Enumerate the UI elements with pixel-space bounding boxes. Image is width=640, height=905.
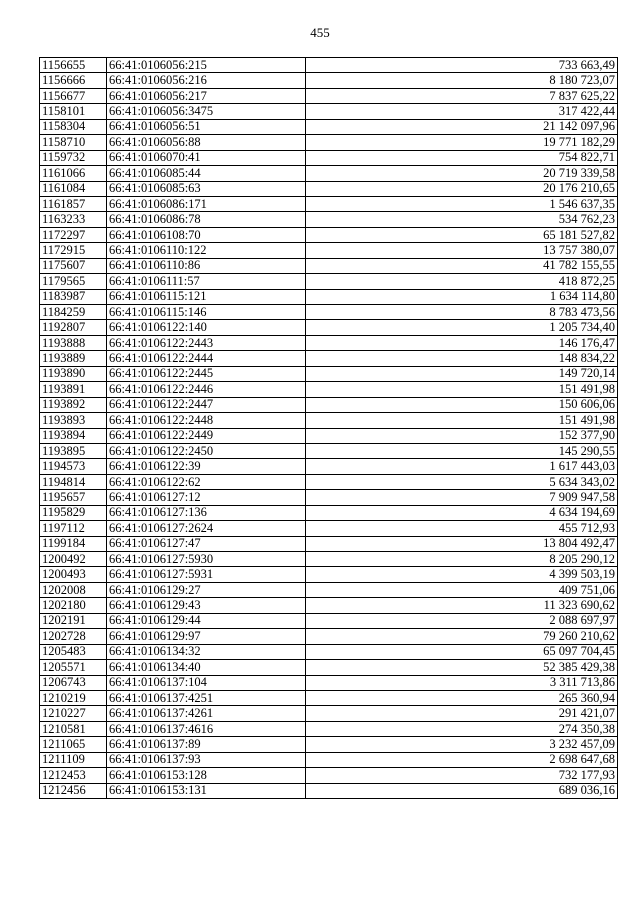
value-cell: 41 782 155,55 bbox=[306, 258, 618, 273]
value-cell: 1 205 734,40 bbox=[306, 320, 618, 335]
table-row bbox=[40, 320, 618, 335]
value-cell: 79 260 210,62 bbox=[306, 629, 618, 644]
value-cell: 151 491,98 bbox=[306, 382, 618, 397]
cadastral-number-cell: 66:41:0106122:2447 bbox=[107, 397, 306, 412]
row-id-cell: 1194573 bbox=[40, 459, 107, 474]
table-row bbox=[40, 536, 618, 551]
table-row bbox=[40, 459, 618, 474]
row-id-cell: 1179565 bbox=[40, 274, 107, 289]
page-number: 455 bbox=[310, 25, 330, 40]
row-id-cell: 1172915 bbox=[40, 243, 107, 258]
cadastral-number-cell: 66:41:0106115:146 bbox=[107, 305, 306, 320]
row-id-cell: 1210581 bbox=[40, 721, 107, 736]
row-id-cell: 1212456 bbox=[40, 783, 107, 798]
table-row bbox=[40, 305, 618, 320]
row-id-cell: 1206743 bbox=[40, 675, 107, 690]
table-row bbox=[40, 413, 618, 428]
row-id-cell: 1212453 bbox=[40, 768, 107, 783]
value-cell: 534 762,23 bbox=[306, 212, 618, 227]
cadastral-number-cell: 66:41:0106085:44 bbox=[107, 166, 306, 181]
table-row bbox=[40, 443, 618, 458]
value-cell: 65 181 527,82 bbox=[306, 227, 618, 242]
value-cell: 7 837 625,22 bbox=[306, 88, 618, 103]
row-id-cell: 1193893 bbox=[40, 413, 107, 428]
row-id-cell: 1193890 bbox=[40, 366, 107, 381]
value-cell: 148 834,22 bbox=[306, 351, 618, 366]
value-cell: 52 385 429,38 bbox=[306, 660, 618, 675]
value-cell: 19 771 182,29 bbox=[306, 135, 618, 150]
value-cell: 11 323 690,62 bbox=[306, 598, 618, 613]
table-row bbox=[40, 397, 618, 412]
table-row bbox=[40, 366, 618, 381]
cadastral-number-cell: 66:41:0106108:70 bbox=[107, 227, 306, 242]
cadastral-number-cell: 66:41:0106129:97 bbox=[107, 629, 306, 644]
row-id-cell: 1195657 bbox=[40, 490, 107, 505]
cadastral-number-cell: 66:41:0106137:4616 bbox=[107, 721, 306, 736]
table-row bbox=[40, 737, 618, 752]
row-id-cell: 1156677 bbox=[40, 88, 107, 103]
value-cell: 418 872,25 bbox=[306, 274, 618, 289]
value-cell: 20 176 210,65 bbox=[306, 181, 618, 196]
data-table bbox=[39, 57, 618, 799]
value-cell: 1 546 637,35 bbox=[306, 196, 618, 211]
value-cell: 265 360,94 bbox=[306, 690, 618, 705]
value-cell: 20 719 339,58 bbox=[306, 166, 618, 181]
cadastral-number-cell: 66:41:0106127:136 bbox=[107, 505, 306, 520]
cadastral-number-cell: 66:41:0106122:2449 bbox=[107, 428, 306, 443]
cadastral-number-cell: 66:41:0106122:2443 bbox=[107, 335, 306, 350]
table-row bbox=[40, 212, 618, 227]
row-id-cell: 1205571 bbox=[40, 660, 107, 675]
row-id-cell: 1161084 bbox=[40, 181, 107, 196]
value-cell: 291 421,07 bbox=[306, 706, 618, 721]
cadastral-number-cell: 66:41:0106110:122 bbox=[107, 243, 306, 258]
table-row bbox=[40, 104, 618, 119]
table-row bbox=[40, 73, 618, 88]
row-id-cell: 1161066 bbox=[40, 166, 107, 181]
table-row bbox=[40, 428, 618, 443]
cadastral-number-cell: 66:41:0106122:2444 bbox=[107, 351, 306, 366]
table-row bbox=[40, 289, 618, 304]
table-row bbox=[40, 660, 618, 675]
value-cell: 8 180 723,07 bbox=[306, 73, 618, 88]
cadastral-number-cell: 66:41:0106056:51 bbox=[107, 119, 306, 134]
cadastral-number-cell: 66:41:0106122:2450 bbox=[107, 443, 306, 458]
cadastral-number-cell: 66:41:0106122:140 bbox=[107, 320, 306, 335]
row-id-cell: 1192807 bbox=[40, 320, 107, 335]
row-id-cell: 1202728 bbox=[40, 629, 107, 644]
table-row bbox=[40, 706, 618, 721]
cadastral-number-cell: 66:41:0106127:5931 bbox=[107, 567, 306, 582]
table-row bbox=[40, 258, 618, 273]
cadastral-number-cell: 66:41:0106127:5930 bbox=[107, 552, 306, 567]
value-cell: 65 097 704,45 bbox=[306, 644, 618, 659]
row-id-cell: 1172297 bbox=[40, 227, 107, 242]
row-id-cell: 1211109 bbox=[40, 752, 107, 767]
value-cell: 1 634 114,80 bbox=[306, 289, 618, 304]
table-row bbox=[40, 582, 618, 597]
cadastral-number-cell: 66:41:0106056:216 bbox=[107, 73, 306, 88]
cadastral-number-cell: 66:41:0106129:27 bbox=[107, 582, 306, 597]
value-cell: 149 720,14 bbox=[306, 366, 618, 381]
table-row bbox=[40, 644, 618, 659]
table-row bbox=[40, 227, 618, 242]
value-cell: 2 698 647,68 bbox=[306, 752, 618, 767]
table-row bbox=[40, 166, 618, 181]
table-row bbox=[40, 613, 618, 628]
table-row bbox=[40, 335, 618, 350]
cadastral-number-cell: 66:41:0106070:41 bbox=[107, 150, 306, 165]
table-row bbox=[40, 505, 618, 520]
row-id-cell: 1159732 bbox=[40, 150, 107, 165]
cadastral-number-cell: 66:41:0106122:2448 bbox=[107, 413, 306, 428]
table-row bbox=[40, 474, 618, 489]
cadastral-number-cell: 66:41:0106111:57 bbox=[107, 274, 306, 289]
cadastral-number-cell: 66:41:0106137:93 bbox=[107, 752, 306, 767]
cadastral-number-cell: 66:41:0106122:62 bbox=[107, 474, 306, 489]
value-cell: 4 399 503,19 bbox=[306, 567, 618, 582]
row-id-cell: 1197112 bbox=[40, 521, 107, 536]
cadastral-number-cell: 66:41:0106137:4261 bbox=[107, 706, 306, 721]
row-id-cell: 1156655 bbox=[40, 58, 107, 73]
table-row bbox=[40, 567, 618, 582]
cadastral-number-cell: 66:41:0106129:44 bbox=[107, 613, 306, 628]
cadastral-number-cell: 66:41:0106153:128 bbox=[107, 768, 306, 783]
value-cell: 2 088 697,97 bbox=[306, 613, 618, 628]
cadastral-number-cell: 66:41:0106056:3475 bbox=[107, 104, 306, 119]
row-id-cell: 1211065 bbox=[40, 737, 107, 752]
value-cell: 7 909 947,58 bbox=[306, 490, 618, 505]
table-row bbox=[40, 721, 618, 736]
table-row bbox=[40, 521, 618, 536]
cadastral-number-cell: 66:41:0106134:32 bbox=[107, 644, 306, 659]
table-row bbox=[40, 351, 618, 366]
table-row bbox=[40, 243, 618, 258]
value-cell: 3 232 457,09 bbox=[306, 737, 618, 752]
row-id-cell: 1158101 bbox=[40, 104, 107, 119]
cadastral-number-cell: 66:41:0106122:2445 bbox=[107, 366, 306, 381]
row-id-cell: 1163233 bbox=[40, 212, 107, 227]
row-id-cell: 1184259 bbox=[40, 305, 107, 320]
value-cell: 146 176,47 bbox=[306, 335, 618, 350]
row-id-cell: 1210219 bbox=[40, 690, 107, 705]
value-cell: 13 757 380,07 bbox=[306, 243, 618, 258]
row-id-cell: 1199184 bbox=[40, 536, 107, 551]
row-id-cell: 1200492 bbox=[40, 552, 107, 567]
cadastral-number-cell: 66:41:0106137:104 bbox=[107, 675, 306, 690]
cadastral-number-cell: 66:41:0106122:39 bbox=[107, 459, 306, 474]
table-row bbox=[40, 752, 618, 767]
cadastral-number-cell: 66:41:0106056:215 bbox=[107, 58, 306, 73]
table-row bbox=[40, 382, 618, 397]
cadastral-number-cell: 66:41:0106086:78 bbox=[107, 212, 306, 227]
cadastral-number-cell: 66:41:0106110:86 bbox=[107, 258, 306, 273]
cadastral-number-cell: 66:41:0106056:217 bbox=[107, 88, 306, 103]
cadastral-number-cell: 66:41:0106137:4251 bbox=[107, 690, 306, 705]
cadastral-number-cell: 66:41:0106085:63 bbox=[107, 181, 306, 196]
value-cell: 409 751,06 bbox=[306, 582, 618, 597]
row-id-cell: 1210227 bbox=[40, 706, 107, 721]
cadastral-number-cell: 66:41:0106115:121 bbox=[107, 289, 306, 304]
table-row bbox=[40, 690, 618, 705]
value-cell: 150 606,06 bbox=[306, 397, 618, 412]
cadastral-number-cell: 66:41:0106129:43 bbox=[107, 598, 306, 613]
table-row bbox=[40, 629, 618, 644]
row-id-cell: 1193889 bbox=[40, 351, 107, 366]
cadastral-number-cell: 66:41:0106153:131 bbox=[107, 783, 306, 798]
table-row bbox=[40, 196, 618, 211]
cadastral-number-cell: 66:41:0106134:40 bbox=[107, 660, 306, 675]
row-id-cell: 1193891 bbox=[40, 382, 107, 397]
row-id-cell: 1202191 bbox=[40, 613, 107, 628]
table-row bbox=[40, 135, 618, 150]
value-cell: 21 142 097,96 bbox=[306, 119, 618, 134]
value-cell: 8 205 290,12 bbox=[306, 552, 618, 567]
cadastral-number-cell: 66:41:0106122:2446 bbox=[107, 382, 306, 397]
row-id-cell: 1202008 bbox=[40, 582, 107, 597]
row-id-cell: 1200493 bbox=[40, 567, 107, 582]
cadastral-number-cell: 66:41:0106137:89 bbox=[107, 737, 306, 752]
table-row bbox=[40, 552, 618, 567]
row-id-cell: 1161857 bbox=[40, 196, 107, 211]
table-row bbox=[40, 768, 618, 783]
value-cell: 1 617 443,03 bbox=[306, 459, 618, 474]
value-cell: 3 311 713,86 bbox=[306, 675, 618, 690]
cadastral-number-cell: 66:41:0106086:171 bbox=[107, 196, 306, 211]
cadastral-number-cell: 66:41:0106127:47 bbox=[107, 536, 306, 551]
value-cell: 13 804 492,47 bbox=[306, 536, 618, 551]
row-id-cell: 1193888 bbox=[40, 335, 107, 350]
row-id-cell: 1193894 bbox=[40, 428, 107, 443]
cadastral-number-cell: 66:41:0106127:2624 bbox=[107, 521, 306, 536]
cadastral-number-cell: 66:41:0106127:12 bbox=[107, 490, 306, 505]
value-cell: 733 663,49 bbox=[306, 58, 618, 73]
table-row bbox=[40, 150, 618, 165]
row-id-cell: 1195829 bbox=[40, 505, 107, 520]
value-cell: 8 783 473,56 bbox=[306, 305, 618, 320]
value-cell: 732 177,93 bbox=[306, 768, 618, 783]
table-row bbox=[40, 598, 618, 613]
value-cell: 152 377,90 bbox=[306, 428, 618, 443]
value-cell: 689 036,16 bbox=[306, 783, 618, 798]
table-row bbox=[40, 783, 618, 798]
value-cell: 754 822,71 bbox=[306, 150, 618, 165]
row-id-cell: 1156666 bbox=[40, 73, 107, 88]
table-row bbox=[40, 490, 618, 505]
row-id-cell: 1202180 bbox=[40, 598, 107, 613]
table-row bbox=[40, 675, 618, 690]
row-id-cell: 1194814 bbox=[40, 474, 107, 489]
value-cell: 4 634 194,69 bbox=[306, 505, 618, 520]
table-row bbox=[40, 181, 618, 196]
table-row bbox=[40, 58, 618, 73]
table-row bbox=[40, 88, 618, 103]
row-id-cell: 1158710 bbox=[40, 135, 107, 150]
row-id-cell: 1205483 bbox=[40, 644, 107, 659]
row-id-cell: 1183987 bbox=[40, 289, 107, 304]
cadastral-number-cell: 66:41:0106056:88 bbox=[107, 135, 306, 150]
value-cell: 151 491,98 bbox=[306, 413, 618, 428]
value-cell: 145 290,55 bbox=[306, 443, 618, 458]
row-id-cell: 1193895 bbox=[40, 443, 107, 458]
table-row bbox=[40, 274, 618, 289]
value-cell: 317 422,44 bbox=[306, 104, 618, 119]
row-id-cell: 1193892 bbox=[40, 397, 107, 412]
value-cell: 274 350,38 bbox=[306, 721, 618, 736]
row-id-cell: 1158304 bbox=[40, 119, 107, 134]
value-cell: 455 712,93 bbox=[306, 521, 618, 536]
table-body bbox=[40, 58, 618, 799]
table-row bbox=[40, 119, 618, 134]
row-id-cell: 1175607 bbox=[40, 258, 107, 273]
value-cell: 5 634 343,02 bbox=[306, 474, 618, 489]
